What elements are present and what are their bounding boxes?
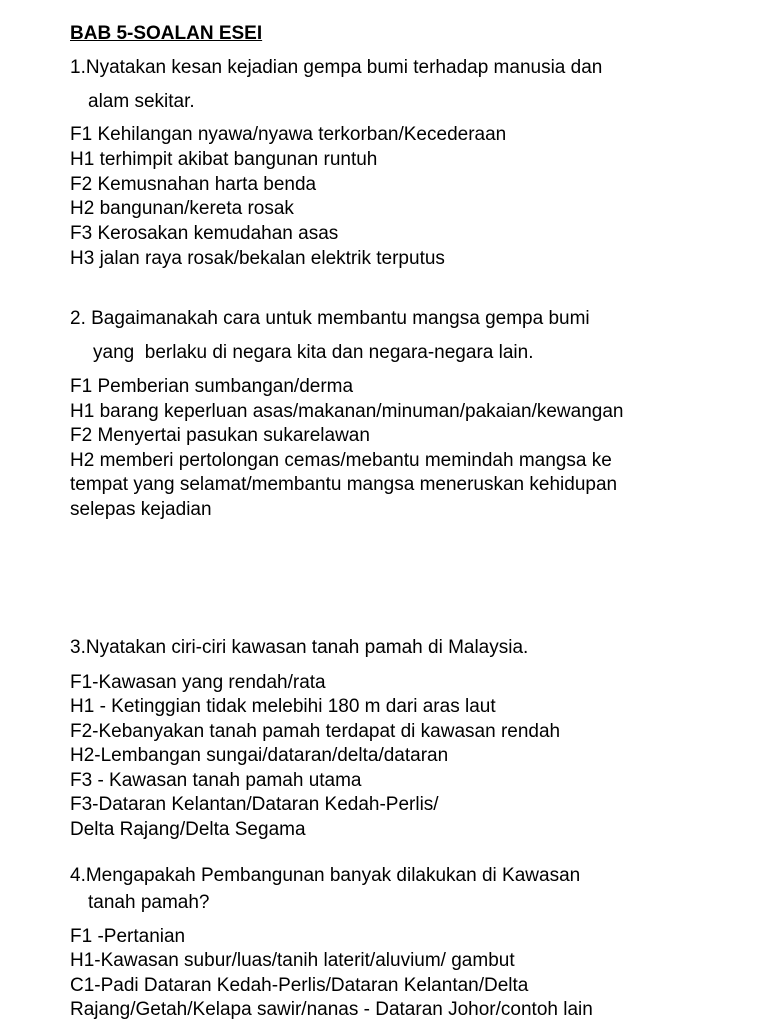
q1-answer-line: F2 Kemusnahan harta benda: [70, 174, 317, 195]
q4-answer-line: Rajang/Getah/Kelapa sawir/nanas - Dataran Johor/contoh lain: [70, 999, 593, 1020]
q3-answer-line: F3 - Kawasan tanah pamah utama: [70, 770, 362, 791]
q3-question-line-1: 3.Nyatakan ciri-ciri kawasan tanah pamah di Malaysia.: [70, 637, 529, 658]
q2-answer-line: H2 memberi pertolongan cemas/mebantu memindah mangsa ke: [70, 450, 612, 471]
q4-answer-line: F1 -Pertanian: [70, 926, 186, 947]
q1-answer-line: H2 bangunan/kereta rosak: [70, 198, 294, 219]
q1-answer-line: F3 Kerosakan kemudahan asas: [70, 223, 339, 244]
q2-question-line-2: yang berlaku di negara kita dan negara-negara lain.: [93, 342, 534, 363]
q3-answer-line: F3-Dataran Kelantan/Dataran Kedah-Perlis/: [70, 794, 439, 815]
q4-question-line-2: tanah pamah?: [88, 892, 210, 913]
q2-answer-line: H1 barang keperluan asas/makanan/minuman/pakaian/kewangan: [70, 401, 624, 422]
q2-answer-line: F1 Pemberian sumbangan/derma: [70, 376, 354, 397]
page-title: BAB 5-SOALAN ESEI: [70, 23, 263, 44]
q3-answer-line: F1-Kawasan yang rendah/rata: [70, 672, 326, 693]
q4-answer-line: C1-Padi Dataran Kedah-Perlis/Dataran Kelantan/Delta: [70, 975, 529, 996]
q3-answer-line: H1 - Ketinggian tidak melebihi 180 m dari aras laut: [70, 696, 496, 717]
q2-question-line-1: 2. Bagaimanakah cara untuk membantu mangsa gempa bumi: [70, 308, 590, 329]
q4-question-line-1: 4.Mengapakah Pembangunan banyak dilakukan di Kawasan: [70, 865, 581, 886]
q3-answer-line: Delta Rajang/Delta Segama: [70, 819, 306, 840]
q1-answer-line: H3 jalan raya rosak/bekalan elektrik terputus: [70, 248, 445, 269]
q1-answer-line: F1 Kehilangan nyawa/nyawa terkorban/Kecederaan: [70, 124, 507, 145]
q3-answer-line: H2-Lembangan sungai/dataran/delta/dataran: [70, 745, 449, 766]
q1-question-line-2: alam sekitar.: [88, 91, 195, 112]
q3-answer-line: F2-Kebanyakan tanah pamah terdapat di kawasan rendah: [70, 721, 561, 742]
q4-answer-line: H1-Kawasan subur/luas/tanih laterit/aluvium/ gambut: [70, 950, 515, 971]
q2-answer-line: F2 Menyertai pasukan sukarelawan: [70, 425, 370, 446]
q2-answer-line: tempat yang selamat/membantu mangsa meneruskan kehidupan: [70, 474, 618, 495]
q1-question-line-1: 1.Nyatakan kesan kejadian gempa bumi terhadap manusia dan: [70, 57, 603, 78]
q1-answer-line: H1 terhimpit akibat bangunan runtuh: [70, 149, 378, 170]
q2-answer-line: selepas kejadian: [70, 499, 212, 520]
